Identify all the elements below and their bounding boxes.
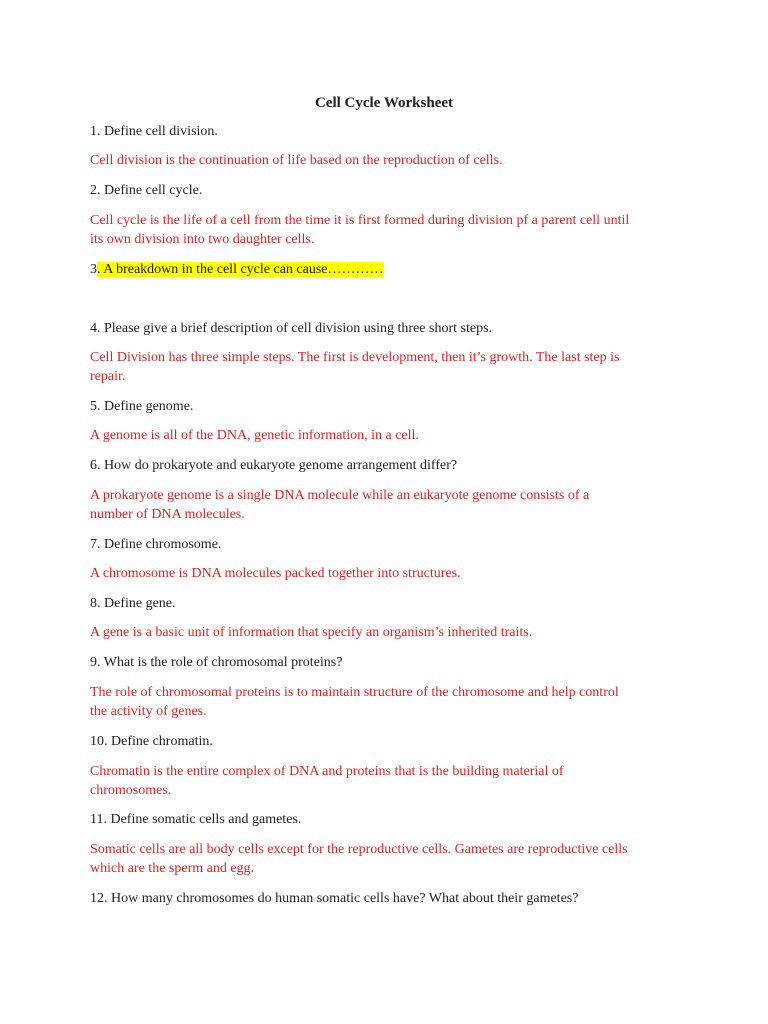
- question-8: 8. Define gene.: [90, 596, 176, 611]
- question-4: 4. Please give a brief description of cell division using three short steps.: [90, 321, 493, 336]
- answer-10-line-1: Chromatin is the entire complex of DNA and proteins that is the building material of: [90, 764, 564, 779]
- question-2: 2. Define cell cycle.: [90, 183, 203, 198]
- answer-1-line-1: Cell division is the continuation of life based on the reproduction of cells.: [90, 153, 503, 168]
- question-3: [90, 260, 690, 279]
- answer-6-line-1: A prokaryote genome is a single DNA molecule while an eukaryote genome consists of a: [90, 488, 590, 503]
- question-6: 6. How do prokaryote and eukaryote genome arrangement differ?: [90, 458, 458, 473]
- question-12: 12. How many chromosomes do human somatic cells have? What about their gametes?: [90, 891, 579, 906]
- page-title: Cell Cycle Worksheet: [314, 95, 454, 111]
- answer-2-line-2: its own division into two daughter cells.: [90, 232, 315, 247]
- question-10: 10. Define chromatin.: [90, 734, 213, 749]
- answer-11-line-1: Somatic cells are all body cells except for the reproductive cells. Gametes are reproductive cells: [90, 842, 628, 857]
- question-5: 5. Define genome.: [90, 399, 194, 414]
- question-9: 9. What is the role of chromosomal proteins?: [90, 655, 343, 670]
- question-1: 1. Define cell division.: [90, 124, 218, 139]
- answer-10-line-2: chromosomes.: [90, 783, 172, 798]
- answer-7-line-1: A chromosome is DNA molecules packed together into structures.: [90, 566, 461, 581]
- answer-4-line-2: repair.: [90, 369, 126, 384]
- answer-5-line-1: A genome is all of the DNA, genetic information, in a cell.: [90, 428, 419, 443]
- answer-6-line-2: number of DNA molecules.: [90, 507, 245, 522]
- answer-4-line-1: Cell Division has three simple steps. The first is development, then it’s growth. The last step is: [90, 350, 620, 365]
- question-7: 7. Define chromosome.: [90, 537, 222, 552]
- question-3-number: 3: [90, 262, 97, 277]
- answer-8-line-1: A gene is a basic unit of information that specify an organism’s inherited traits.: [90, 625, 533, 640]
- answer-11-line-2: which are the sperm and egg.: [90, 861, 255, 876]
- answer-9-line-1: The role of chromosomal proteins is to maintain structure of the chromosome and help control: [90, 685, 619, 700]
- question-11: 11. Define somatic cells and gametes.: [90, 812, 302, 827]
- answer-9-line-2: the activity of genes.: [90, 704, 207, 719]
- answer-2-line-1: Cell cycle is the life of a cell from the time it is first formed during division pf a parent cell until: [90, 213, 630, 228]
- question-3-highlight: . A breakdown in the cell cycle can cause…………: [97, 262, 384, 277]
